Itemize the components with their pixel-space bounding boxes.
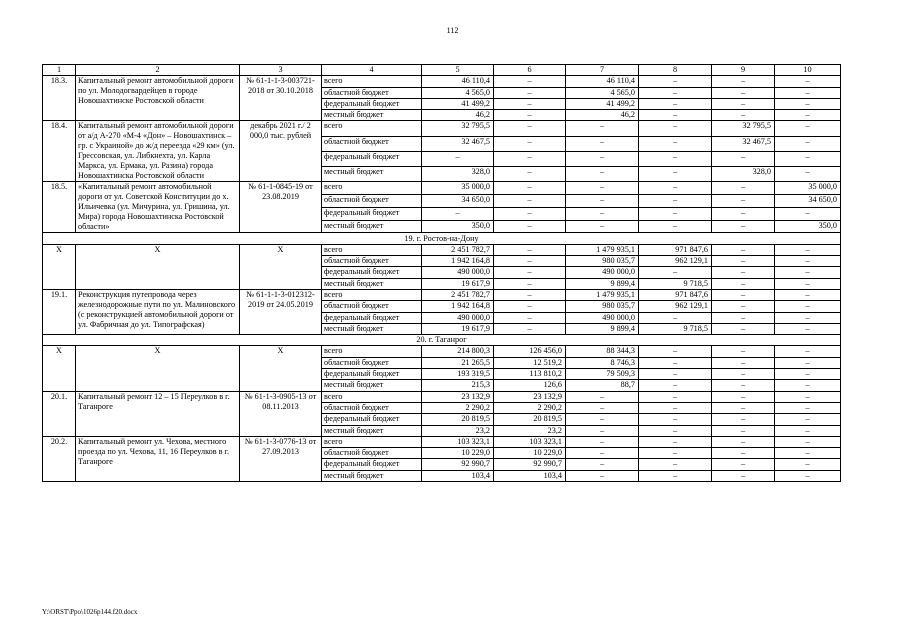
funding-source: федеральный бюджет (322, 151, 422, 166)
amount-cell: – (422, 207, 494, 220)
funding-source: всего (322, 391, 422, 402)
amount-cell: 46 110,4 (566, 76, 639, 87)
amount-cell: 23,2 (494, 425, 566, 436)
table-row (43, 76, 841, 87)
amount-cell: – (775, 414, 841, 425)
header-cell: 5 (422, 65, 494, 76)
amount-cell: – (775, 470, 841, 481)
funding-source: всего (322, 244, 422, 255)
amount-cell: – (712, 76, 775, 87)
amount-cell: – (775, 448, 841, 459)
amount-cell: 35 000,0 (775, 182, 841, 195)
amount-cell: 9 899,4 (566, 323, 639, 334)
item-number: 20.2. (43, 436, 76, 481)
amount-cell: 103 323,1 (422, 436, 494, 447)
amount-cell: – (775, 98, 841, 109)
header-cell: 6 (494, 65, 566, 76)
funding-source: федеральный бюджет (322, 459, 422, 470)
amount-cell: 46,2 (566, 110, 639, 121)
funding-source: всего (322, 289, 422, 300)
item-number: X (43, 244, 76, 289)
amount-cell: – (566, 414, 639, 425)
amount-cell: 1 479 935,1 (566, 289, 639, 300)
header-row (43, 65, 841, 76)
amount-cell: 88 344,3 (566, 346, 639, 357)
amount-cell: – (775, 136, 841, 151)
table-row (43, 436, 841, 447)
amount-cell: – (775, 289, 841, 300)
item-number: X (43, 346, 76, 391)
funding-source: местный бюджет (322, 167, 422, 182)
amount-cell: – (639, 357, 712, 368)
amount-cell: – (775, 207, 841, 220)
amount-cell: – (775, 380, 841, 391)
header-cell: 3 (240, 65, 322, 76)
page-number: 112 (446, 26, 459, 35)
table-row (43, 391, 841, 402)
amount-cell: – (566, 136, 639, 151)
amount-cell: 350,0 (775, 220, 841, 233)
amount-cell: 32 467,5 (422, 136, 494, 151)
amount-cell: – (639, 98, 712, 109)
amount-cell: – (639, 448, 712, 459)
item-description: X (76, 244, 240, 289)
amount-cell: – (639, 402, 712, 413)
amount-cell: 9 718,5 (639, 323, 712, 334)
amount-cell: – (639, 380, 712, 391)
amount-cell: – (639, 391, 712, 402)
amount-cell: – (639, 110, 712, 121)
amount-cell: – (775, 357, 841, 368)
amount-cell: – (712, 87, 775, 98)
item-description: Капитальный ремонт автомобильной дороги по ул. Молодогвардейцев в городе Новошахтинске Ростовской области (76, 76, 240, 121)
amount-cell: 126,6 (494, 380, 566, 391)
item-number: 20.1. (43, 391, 76, 436)
amount-cell: – (639, 414, 712, 425)
amount-cell: – (775, 369, 841, 380)
amount-cell: – (494, 267, 566, 278)
table-row (43, 289, 841, 300)
amount-cell: 46,2 (422, 110, 494, 121)
funding-source: областной бюджет (322, 136, 422, 151)
amount-cell: – (494, 256, 566, 267)
funding-source: областной бюджет (322, 195, 422, 208)
amount-cell: – (639, 76, 712, 87)
item-document: декабрь 2021 г./ 2 000,0 тыс. рублей (240, 121, 322, 182)
funding-source: федеральный бюджет (322, 414, 422, 425)
amount-cell: 19 617,9 (422, 323, 494, 334)
amount-cell: 46 110,4 (422, 76, 494, 87)
funding-source: местный бюджет (322, 425, 422, 436)
section-title: 20. г. Таганрог (43, 335, 841, 346)
amount-cell: – (712, 346, 775, 357)
amount-cell: 490 000,0 (422, 312, 494, 323)
funding-source: областной бюджет (322, 357, 422, 368)
amount-cell: – (775, 244, 841, 255)
amount-cell: 23 132,9 (422, 391, 494, 402)
amount-cell: – (494, 207, 566, 220)
amount-cell: – (566, 459, 639, 470)
amount-cell: 113 810,2 (494, 369, 566, 380)
amount-cell: – (775, 121, 841, 136)
table-row (43, 121, 841, 136)
amount-cell: – (494, 301, 566, 312)
funding-source: областной бюджет (322, 448, 422, 459)
amount-cell: – (494, 289, 566, 300)
amount-cell: – (775, 391, 841, 402)
amount-cell: – (566, 425, 639, 436)
amount-cell: – (566, 182, 639, 195)
amount-cell: – (775, 267, 841, 278)
funding-source: областной бюджет (322, 301, 422, 312)
amount-cell: 962 129,1 (639, 301, 712, 312)
amount-cell: – (566, 220, 639, 233)
amount-cell: 980 035,7 (566, 256, 639, 267)
amount-cell: – (566, 402, 639, 413)
amount-cell: 35 000,0 (422, 182, 494, 195)
amount-cell: – (494, 323, 566, 334)
amount-cell: – (712, 391, 775, 402)
amount-cell: – (494, 182, 566, 195)
amount-cell: 1 942 164,8 (422, 256, 494, 267)
funding-source: местный бюджет (322, 278, 422, 289)
funding-source: местный бюджет (322, 380, 422, 391)
amount-cell: 88,7 (566, 380, 639, 391)
amount-cell: – (712, 312, 775, 323)
amount-cell: 490 000,0 (566, 312, 639, 323)
amount-cell: – (775, 167, 841, 182)
amount-cell: – (775, 425, 841, 436)
funding-source: всего (322, 121, 422, 136)
amount-cell: – (712, 380, 775, 391)
item-document: № 61-1-1-3-003721-2018 от 30.10.2018 (240, 76, 322, 121)
amount-cell: 32 467,5 (712, 136, 775, 151)
amount-cell: 10 229,0 (494, 448, 566, 459)
item-document: X (240, 346, 322, 391)
amount-cell: – (494, 244, 566, 255)
amount-cell: – (639, 136, 712, 151)
amount-cell: 92 990,7 (422, 459, 494, 470)
amount-cell: 126 456,0 (494, 346, 566, 357)
amount-cell: – (775, 151, 841, 166)
amount-cell: – (775, 346, 841, 357)
amount-cell: – (775, 312, 841, 323)
amount-cell: – (639, 220, 712, 233)
amount-cell: – (639, 425, 712, 436)
amount-cell: – (494, 121, 566, 136)
amount-cell: – (775, 402, 841, 413)
amount-cell: 20 819,5 (422, 414, 494, 425)
item-number: 18.3. (43, 76, 76, 121)
amount-cell: – (712, 256, 775, 267)
amount-cell: 8 746,3 (566, 357, 639, 368)
funding-source: всего (322, 182, 422, 195)
funding-source: федеральный бюджет (322, 98, 422, 109)
amount-cell: – (639, 369, 712, 380)
amount-cell: – (712, 267, 775, 278)
budget-table (42, 64, 841, 482)
item-document: № 61-1-1-3-012312-2019 от 24.05.2019 (240, 289, 322, 334)
amount-cell: 2 290,2 (494, 402, 566, 413)
amount-cell: – (566, 195, 639, 208)
section-row (43, 335, 841, 346)
amount-cell: – (712, 244, 775, 255)
amount-cell: – (712, 459, 775, 470)
amount-cell: 19 617,9 (422, 278, 494, 289)
amount-cell: – (639, 346, 712, 357)
amount-cell: – (775, 459, 841, 470)
amount-cell: – (712, 220, 775, 233)
amount-cell: 4 565,0 (422, 87, 494, 98)
amount-cell: – (712, 448, 775, 459)
amount-cell: – (712, 470, 775, 481)
amount-cell: – (494, 167, 566, 182)
header-cell: 10 (775, 65, 841, 76)
amount-cell: – (566, 121, 639, 136)
funding-source: местный бюджет (322, 220, 422, 233)
amount-cell: 193 319,5 (422, 369, 494, 380)
amount-cell: 971 847,6 (639, 289, 712, 300)
amount-cell: – (494, 312, 566, 323)
amount-cell: 9 899,4 (566, 278, 639, 289)
amount-cell: – (712, 357, 775, 368)
item-number: 19.1. (43, 289, 76, 334)
amount-cell: – (712, 151, 775, 166)
amount-cell: 9 718,5 (639, 278, 712, 289)
funding-source: федеральный бюджет (322, 207, 422, 220)
funding-source: областной бюджет (322, 402, 422, 413)
item-description: Капитальный ремонт автомобильной дороги от а/д А-270 «М-4 «Дон» – Новошахтинск – гр. с Украиной» до ж/д переезда «29 км» (ул. Грессовская, ул. Либкнехта, ул. Карла Маркса, ул. Ермака, ул. Разина) города Новошахтинска Ростовской области (76, 121, 240, 182)
amount-cell: 23 132,9 (494, 391, 566, 402)
table-row (43, 182, 841, 195)
amount-cell: 490 000,0 (566, 267, 639, 278)
amount-cell: – (712, 369, 775, 380)
amount-cell: 971 847,6 (639, 244, 712, 255)
amount-cell: – (494, 110, 566, 121)
amount-cell: – (775, 278, 841, 289)
amount-cell: – (712, 323, 775, 334)
funding-source: областной бюджет (322, 87, 422, 98)
amount-cell: 20 819,5 (494, 414, 566, 425)
amount-cell: – (639, 267, 712, 278)
amount-cell: – (494, 76, 566, 87)
amount-cell: – (639, 151, 712, 166)
table-row (43, 244, 841, 255)
amount-cell: – (494, 195, 566, 208)
item-description: Капитальный ремонт ул. Чехова, местного проезда по ул. Чехова, 11, 16 Переулков в г. Таганроге (76, 436, 240, 481)
table-row (43, 346, 841, 357)
item-description: Реконструкция путепровода через железнодорожные пути по ул. Малиновского (с реконструкцией автомобильной дороги от ул. Фабричная до ул. Типографская) (76, 289, 240, 334)
amount-cell: – (639, 167, 712, 182)
amount-cell: – (639, 459, 712, 470)
amount-cell: – (712, 289, 775, 300)
amount-cell: – (639, 195, 712, 208)
amount-cell: – (494, 87, 566, 98)
item-number: 18.4. (43, 121, 76, 182)
amount-cell: – (775, 323, 841, 334)
amount-cell: 34 650,0 (422, 195, 494, 208)
amount-cell: – (639, 312, 712, 323)
amount-cell: 34 650,0 (775, 195, 841, 208)
funding-source: всего (322, 436, 422, 447)
funding-source: местный бюджет (322, 323, 422, 334)
amount-cell: 962 129,1 (639, 256, 712, 267)
amount-cell: – (639, 470, 712, 481)
amount-cell: – (566, 436, 639, 447)
amount-cell: 21 265,5 (422, 357, 494, 368)
amount-cell: – (422, 151, 494, 166)
amount-cell: 328,0 (422, 167, 494, 182)
amount-cell: 32 795,5 (422, 121, 494, 136)
amount-cell: 10 229,0 (422, 448, 494, 459)
amount-cell: – (566, 167, 639, 182)
amount-cell: – (712, 414, 775, 425)
amount-cell: 2 451 782,7 (422, 289, 494, 300)
amount-cell: – (712, 98, 775, 109)
amount-cell: 41 499,2 (566, 98, 639, 109)
amount-cell: 350,0 (422, 220, 494, 233)
header-cell: 1 (43, 65, 76, 76)
amount-cell: 92 990,7 (494, 459, 566, 470)
funding-source: федеральный бюджет (322, 312, 422, 323)
amount-cell: 1 479 935,1 (566, 244, 639, 255)
item-document: № 61-1-3-0776-13 от 27.09.2013 (240, 436, 322, 481)
amount-cell: 4 565,0 (566, 87, 639, 98)
amount-cell: 103,4 (422, 470, 494, 481)
item-description: «Капитальный ремонт автомобильной дороги от ул. Советской Конституции до х. Ильичевка (ул. Мичурина, ул. Гришина, ул. Мира) города Новошахтинска Ростовской области» (76, 182, 240, 233)
amount-cell: – (494, 220, 566, 233)
amount-cell: – (712, 278, 775, 289)
amount-cell: – (639, 436, 712, 447)
item-description: X (76, 346, 240, 391)
section-row (43, 233, 841, 244)
amount-cell: 214 800,3 (422, 346, 494, 357)
item-description: Капитальный ремонт 12 – 15 Переулков в г. Таганроге (76, 391, 240, 436)
amount-cell: – (494, 151, 566, 166)
amount-cell: – (775, 256, 841, 267)
amount-cell: 103,4 (494, 470, 566, 481)
amount-cell: 12 519,2 (494, 357, 566, 368)
amount-cell: – (566, 391, 639, 402)
amount-cell: – (566, 207, 639, 220)
amount-cell: 2 451 782,7 (422, 244, 494, 255)
amount-cell: – (775, 301, 841, 312)
funding-source: всего (322, 346, 422, 357)
amount-cell: 103 323,1 (494, 436, 566, 447)
amount-cell: – (712, 207, 775, 220)
header-cell: 7 (566, 65, 639, 76)
amount-cell: – (639, 121, 712, 136)
amount-cell: – (566, 448, 639, 459)
amount-cell: – (775, 87, 841, 98)
amount-cell: – (712, 195, 775, 208)
header-cell: 4 (322, 65, 422, 76)
amount-cell: – (712, 110, 775, 121)
item-document: № 61-1-0845-19 от 23.08.2019 (240, 182, 322, 233)
amount-cell: – (639, 207, 712, 220)
file-path-footer: Y:\ORST\Ppo\1026p144.f20.docx (42, 608, 138, 616)
amount-cell: 1 942 164,8 (422, 301, 494, 312)
amount-cell: 2 290,2 (422, 402, 494, 413)
amount-cell: – (566, 151, 639, 166)
amount-cell: 23,2 (422, 425, 494, 436)
amount-cell: 328,0 (712, 167, 775, 182)
amount-cell: 490 000,0 (422, 267, 494, 278)
amount-cell: – (712, 182, 775, 195)
amount-cell: – (775, 110, 841, 121)
amount-cell: 79 509,3 (566, 369, 639, 380)
amount-cell: – (775, 436, 841, 447)
funding-source: местный бюджет (322, 470, 422, 481)
funding-source: всего (322, 76, 422, 87)
amount-cell: – (775, 76, 841, 87)
amount-cell: – (494, 278, 566, 289)
funding-source: местный бюджет (322, 110, 422, 121)
amount-cell: – (639, 182, 712, 195)
header-cell: 2 (76, 65, 240, 76)
header-cell: 8 (639, 65, 712, 76)
amount-cell: – (712, 301, 775, 312)
amount-cell: 215,3 (422, 380, 494, 391)
amount-cell: – (712, 436, 775, 447)
header-cell: 9 (712, 65, 775, 76)
funding-source: областной бюджет (322, 256, 422, 267)
section-title: 19. г. Ростов-на-Дону (43, 233, 841, 244)
amount-cell: – (712, 425, 775, 436)
amount-cell: – (494, 98, 566, 109)
item-document: X (240, 244, 322, 289)
amount-cell: – (639, 87, 712, 98)
amount-cell: 41 499,2 (422, 98, 494, 109)
amount-cell: – (712, 402, 775, 413)
table-body (43, 65, 841, 482)
amount-cell: 980 035,7 (566, 301, 639, 312)
amount-cell: – (494, 136, 566, 151)
item-number: 18.5. (43, 182, 76, 233)
amount-cell: 32 795,5 (712, 121, 775, 136)
amount-cell: – (566, 470, 639, 481)
item-document: № 61-1-3-0905-13 от 08.11.2013 (240, 391, 322, 436)
funding-source: федеральный бюджет (322, 267, 422, 278)
funding-source: федеральный бюджет (322, 369, 422, 380)
